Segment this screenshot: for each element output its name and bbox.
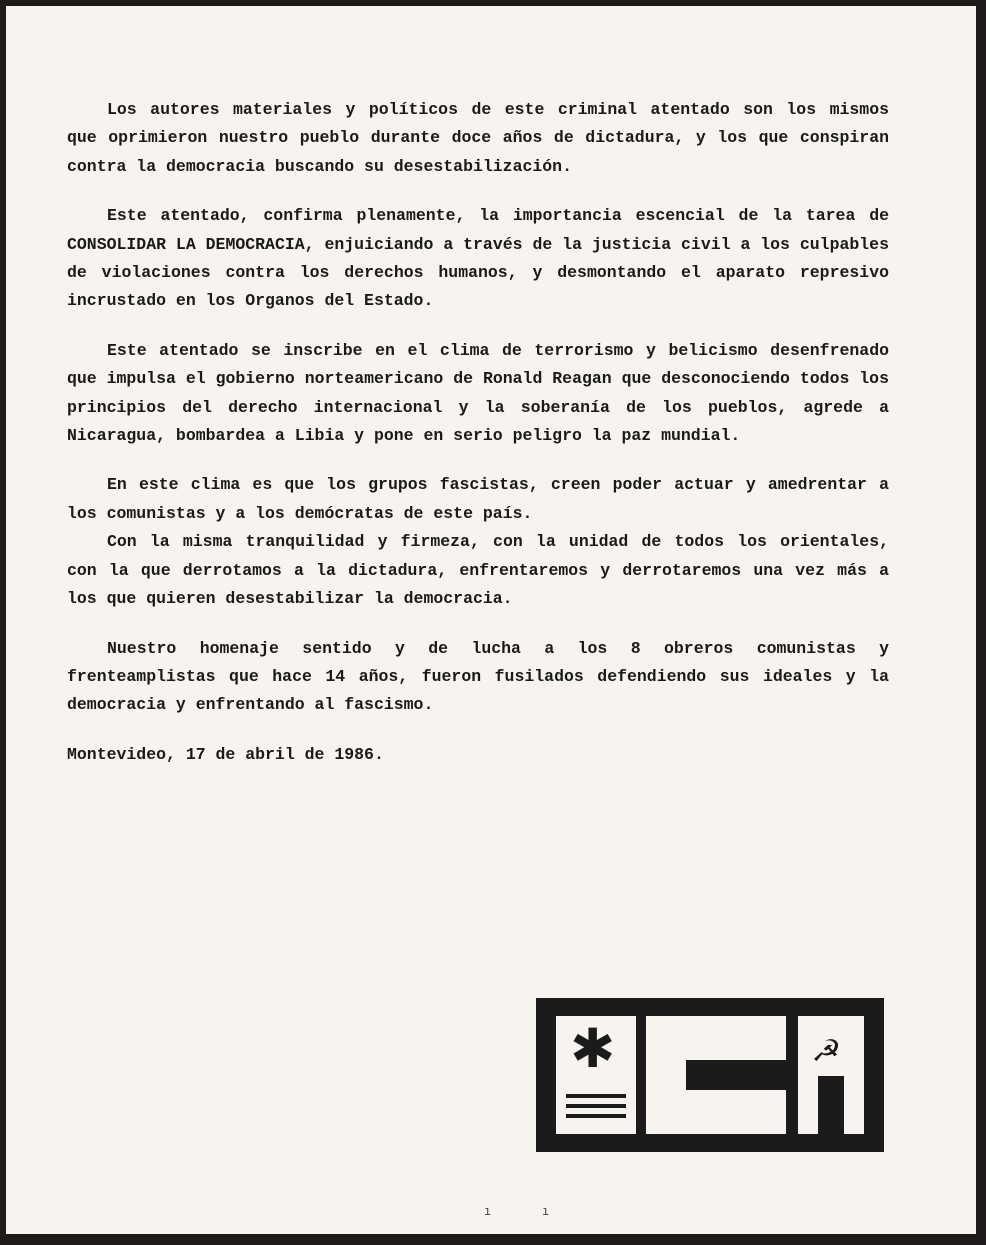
document-page (6, 6, 976, 1234)
paragraph-3: Este atentado se inscribe en el clima de terrorismo y belicismo desenfrenado que impulsa el gobierno norteamericano de Ronald Reagan que desconociendo todos los principios del derecho internacional y la soberanía de los pueblos, agrede a Nicaragua, bombardea a Libia y pone en serio peligro la paz mundial. (67, 340, 889, 446)
logo-c-left (646, 1060, 686, 1090)
paragraph-1: Los autores materiales y políticos de este criminal atentado son los mismos que oprimieron nuestro pueblo durante doce años de dictadura, y los que conspiran contra la democracia buscando su desestabilización. (67, 100, 889, 176)
paragraph-2: Este atentado, confirma plenamente, la importancia escencial de la tarea de CONSOLIDAR LA DEMOCRACIA, enjuiciando a través de la justicia civil a los culpables de violaciones contra los derechos humanos, y desmontando el aparato represivo incrustado en los Organos del Estado. (67, 206, 889, 311)
asterisk-icon: ✱ (570, 1017, 616, 1080)
logo-c-top (646, 1016, 786, 1060)
logo-line-2 (566, 1104, 626, 1108)
paragraph-6: Nuestro homenaje sentido y de lucha a los 8 obreros comunistas y frenteamplistas que hace 14 años, fueron fusilados defendiendo sus ideales y la democracia y enfrentando al fascismo. (67, 638, 889, 715)
page-tick-mark-2: ı (542, 1204, 550, 1218)
party-emblem-logo (536, 998, 884, 1152)
document-body (67, 96, 889, 790)
logo-line-1 (566, 1094, 626, 1098)
logo-line-3 (566, 1114, 626, 1118)
logo-u-inner (818, 1076, 844, 1134)
page-tick-mark: ı (484, 1204, 492, 1218)
logo-c-bottom (646, 1090, 786, 1134)
paragraph-5: Con la misma tranquilidad y firmeza, con la unidad de todos los orientales, con la que derrotamos a la dictadura, enfrentaremos y derrotaremos una vez más a los que quieren desestabilizar la democracia. (67, 532, 889, 609)
paragraph-4: En este clima es que los grupos fascistas, creen poder actuar y amedrentar a los comunistas y a los demócratas de este país. (67, 475, 889, 523)
date-line: Montevideo, 17 de abril de 1986. (67, 744, 384, 764)
hammer-sickle-icon: ☭ (811, 1034, 838, 1069)
